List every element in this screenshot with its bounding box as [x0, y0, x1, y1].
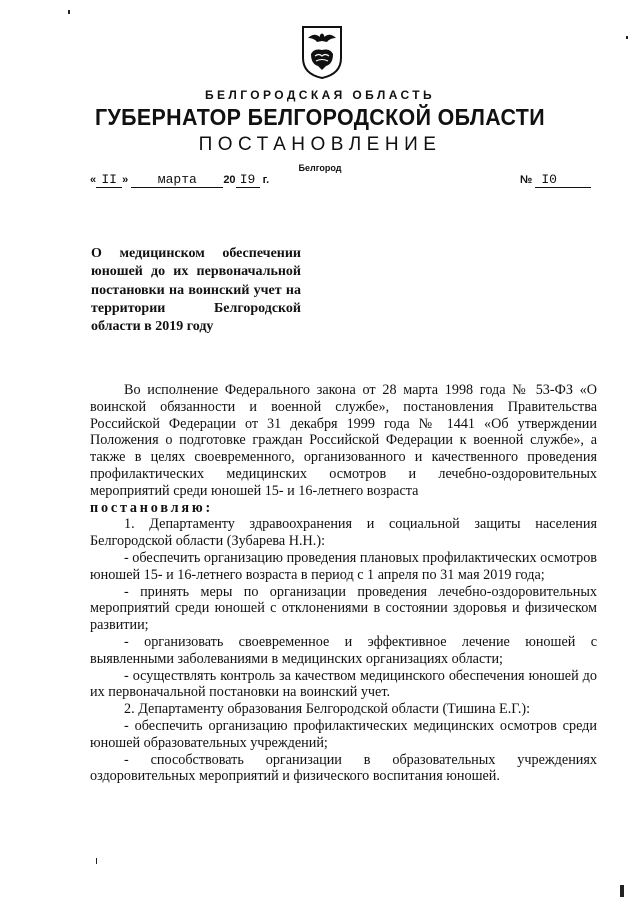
clause-1-item-d: - осуществлять контроль за качеством медицинского обеспечения юношей до их первоначальной постановки на воинский учет.	[90, 667, 597, 701]
clause-1-item-b: - принять меры по организации проведения лечебно-оздоровительных мероприятий среди юношей с отклонениями в состоянии здоровья и физическом развитии;	[90, 583, 597, 634]
number-label: №	[520, 174, 533, 186]
governor-title: ГУБЕРНАТОР БЕЛГОРОДСКОЙ ОБЛАСТИ	[94, 104, 546, 130]
document-number	[520, 172, 591, 188]
city-name: Белгород	[298, 163, 342, 173]
document-type: ПОСТАНОВЛЕНИЕ	[198, 134, 442, 155]
scan-speck	[626, 36, 628, 39]
date-year-suffix: I9	[236, 172, 260, 188]
date-day: II	[96, 172, 122, 188]
clause-1-item-c: - организовать своевременное и эффективное лечение юношей с выявленными заболеваниями в медицинских организациях области;	[90, 633, 597, 667]
decree-word: постановляю:	[90, 499, 213, 516]
clause-2: 2. Департаменту образования Белгородской области (Тишина Е.Г.):	[124, 701, 531, 718]
number-value: I0	[535, 172, 591, 188]
quote-open: «	[90, 174, 97, 186]
scan-speck	[68, 10, 70, 14]
coat-of-arms-emblem	[300, 24, 344, 80]
preamble-paragraph: Во исполнение Федерального закона от 28 марта 1998 года № 53-ФЗ «О воинской обязанности и военной службе», постановления Правительства Российской Федерации от 31 декабря 1999 года № 1441 «Об утверждении Положения о подготовке граждан Российской Федерации к военной службе», а также в целях своевременного, организованного и качественного проведения профилактических медицинских осмотров и лечебно-оздоровительных мероприятий среди юношей 15- и 16-летнего возраста	[90, 382, 597, 499]
clause-1-item-a: - обеспечить организацию проведения плановых профилактических осмотров юношей 15- и 16-летнего возраста в период с 1 апреля по 31 мая 2019 года;	[90, 549, 597, 583]
document-subject: О медицинском обеспечении юношей до их первоначальной постановки на воинский учет на территории Белгородской области в 2019 году	[91, 246, 301, 335]
scan-speck	[96, 858, 97, 864]
quote-close: »	[122, 174, 129, 186]
clause-2-item-a: - обеспечить организацию профилактических медицинских осмотров среди юношей образовательных учреждений;	[90, 717, 597, 751]
date-year-prefix: 20	[223, 174, 236, 186]
clause-2-item-b: - способствовать организации в образовательных учреждениях оздоровительных мероприятий и физического воспитания юношей.	[90, 751, 597, 785]
date-month: марта	[131, 172, 223, 188]
date-year-mark: г.	[262, 174, 270, 186]
document-date	[90, 172, 269, 188]
scan-speck	[620, 885, 624, 897]
clause-1: 1. Департаменту здравоохранения и социальной защиты населения Белгородской области (Зубарева Н.Н.):	[90, 516, 597, 550]
region-name: БЕЛГОРОДСКАЯ ОБЛАСТЬ	[205, 88, 435, 102]
document-body	[90, 382, 597, 785]
